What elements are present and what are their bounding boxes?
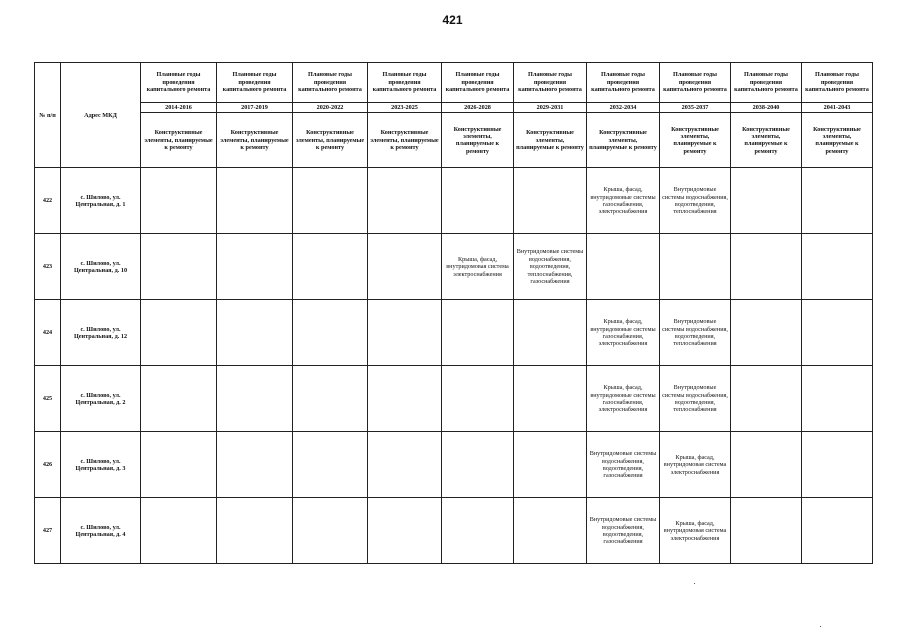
work-cell: [731, 432, 802, 498]
header-period: Плановые годы проведения капитального ремонта: [293, 63, 368, 103]
table-row: [35, 300, 873, 366]
work-cell: Внутридомовые системы водоснабжения, водоотведения, теплоснабжения: [660, 300, 731, 366]
table-row: [35, 366, 873, 432]
row-number: 422: [35, 168, 61, 234]
work-cell: Крыша, фасад, внутридомовые системы газоснабжения, электроснабжения: [587, 300, 660, 366]
table-row: [35, 432, 873, 498]
scan-speck: [694, 583, 695, 584]
work-cell: [141, 432, 217, 498]
header-year: 2035-2037: [660, 103, 731, 113]
header-period: Плановые годы проведения капитального ремонта: [731, 63, 802, 103]
header-year: 2041-2043: [802, 103, 873, 113]
work-cell: [587, 234, 660, 300]
repair-schedule-table: [34, 62, 873, 564]
row-number: 425: [35, 366, 61, 432]
header-year: 2038-2040: [731, 103, 802, 113]
header-year: 2023-2025: [368, 103, 442, 113]
header-elements: Конструктивные элементы, планируемые к ремонту: [802, 113, 873, 168]
work-cell: [514, 498, 587, 564]
row-address: с. Шилово, ул. Центральная, д. 10: [61, 234, 141, 300]
work-cell: [731, 234, 802, 300]
work-cell: [368, 300, 442, 366]
header-period: Плановые годы проведения капитального ремонта: [368, 63, 442, 103]
work-cell: [731, 300, 802, 366]
work-cell: Внутридомовые системы водоснабжения, водоотведения, теплоснабжения: [660, 168, 731, 234]
row-number: 426: [35, 432, 61, 498]
work-cell: [217, 168, 293, 234]
work-cell: Внутридомовые системы водоснабжения, водоотведения, газоснабжения: [587, 498, 660, 564]
work-cell: [141, 168, 217, 234]
work-cell: [802, 432, 873, 498]
header-year: 2014-2016: [141, 103, 217, 113]
work-cell: [442, 498, 514, 564]
work-cell: [217, 366, 293, 432]
work-cell: [141, 498, 217, 564]
work-cell: [731, 168, 802, 234]
header-year: 2017-2019: [217, 103, 293, 113]
header-elements: Конструктивные элементы, планируемые к ремонту: [442, 113, 514, 168]
work-cell: [293, 234, 368, 300]
work-cell: [293, 498, 368, 564]
row-number: 427: [35, 498, 61, 564]
work-cell: [802, 300, 873, 366]
row-address: с. Шилово, ул. Центральная, д. 3: [61, 432, 141, 498]
table-row: [35, 234, 873, 300]
row-number: 423: [35, 234, 61, 300]
work-cell: [293, 168, 368, 234]
work-cell: [293, 366, 368, 432]
work-cell: Крыша, фасад, внутридомовая система электроснабжения: [660, 432, 731, 498]
header-elements: Конструктивные элементы, планируемые к ремонту: [293, 113, 368, 168]
work-cell: [514, 300, 587, 366]
work-cell: Внутридомовые системы водоснабжения, водоотведения, теплоснабжения: [660, 366, 731, 432]
header-elements: Конструктивные элементы, планируемые к ремонту: [660, 113, 731, 168]
work-cell: Крыша, фасад, внутридомовая система электроснабжения: [660, 498, 731, 564]
header-year: 2026-2028: [442, 103, 514, 113]
header-elements: Конструктивные элементы, планируемые к ремонту: [587, 113, 660, 168]
work-cell: [514, 168, 587, 234]
work-cell: [141, 234, 217, 300]
header-year: 2032-2034: [587, 103, 660, 113]
header-num: № п/п: [35, 63, 61, 168]
header-year: 2020-2022: [293, 103, 368, 113]
work-cell: [514, 432, 587, 498]
header-address: Адрес МКД: [61, 63, 141, 168]
work-cell: [802, 498, 873, 564]
header-elements: Конструктивные элементы, планируемые к ремонту: [514, 113, 587, 168]
header-period: Плановые годы проведения капитального ремонта: [442, 63, 514, 103]
header-period: Плановые годы проведения капитального ремонта: [660, 63, 731, 103]
work-cell: [368, 432, 442, 498]
header-period: Плановые годы проведения капитального ремонта: [587, 63, 660, 103]
header-elements: Конструктивные элементы, планируемые к ремонту: [141, 113, 217, 168]
table-row: [35, 498, 873, 564]
work-cell: [293, 300, 368, 366]
work-cell: [368, 366, 442, 432]
work-cell: Крыша, фасад, внутридомовые системы газоснабжения, электроснабжения: [587, 366, 660, 432]
work-cell: [442, 366, 514, 432]
page-number: 421: [442, 13, 463, 27]
row-number: 424: [35, 300, 61, 366]
work-cell: [802, 234, 873, 300]
work-cell: [442, 432, 514, 498]
header-row-years: [35, 103, 873, 113]
work-cell: [442, 300, 514, 366]
work-cell: [514, 366, 587, 432]
row-address: с. Шилово, ул. Центральная, д. 1: [61, 168, 141, 234]
work-cell: [368, 168, 442, 234]
work-cell: [217, 498, 293, 564]
header-elements: Конструктивные элементы, планируемые к ремонту: [731, 113, 802, 168]
header-row-period: [35, 63, 873, 103]
row-address: с. Шилово, ул. Центральная, д. 2: [61, 366, 141, 432]
header-period: Плановые годы проведения капитального ремонта: [802, 63, 873, 103]
work-cell: [217, 300, 293, 366]
work-cell: [217, 432, 293, 498]
row-address: с. Шилово, ул. Центральная, д. 4: [61, 498, 141, 564]
work-cell: [217, 234, 293, 300]
header-period: Плановые годы проведения капитального ремонта: [141, 63, 217, 103]
work-cell: [802, 168, 873, 234]
header-period: Плановые годы проведения капитального ремонта: [514, 63, 587, 103]
work-cell: Внутридомовые системы водоснабжения, водоотведения, газоснабжения: [587, 432, 660, 498]
scan-speck: [820, 626, 821, 627]
header-elements: Конструктивные элементы, планируемые к ремонту: [368, 113, 442, 168]
work-cell: [141, 300, 217, 366]
work-cell: [660, 234, 731, 300]
work-cell: [731, 366, 802, 432]
work-cell: [731, 498, 802, 564]
work-cell: Крыша, фасад, внутридомовые системы газоснабжения, электроснабжения: [587, 168, 660, 234]
header-period: Плановые годы проведения капитального ремонта: [217, 63, 293, 103]
row-address: с. Шилово, ул. Центральная, д. 12: [61, 300, 141, 366]
work-cell: [368, 234, 442, 300]
header-elements: Конструктивные элементы, планируемые к ремонту: [217, 113, 293, 168]
work-cell: [293, 432, 368, 498]
work-cell: [802, 366, 873, 432]
work-cell: Крыша, фасад, внутридомовая система электроснабжения: [442, 234, 514, 300]
work-cell: [368, 498, 442, 564]
table-row: [35, 168, 873, 234]
header-year: 2029-2031: [514, 103, 587, 113]
work-cell: [141, 366, 217, 432]
work-cell: [442, 168, 514, 234]
work-cell: Внутридомовые системы водоснабжения, водоотведения, теплоснабжения, газоснабжения: [514, 234, 587, 300]
header-row-elements: [35, 113, 873, 168]
